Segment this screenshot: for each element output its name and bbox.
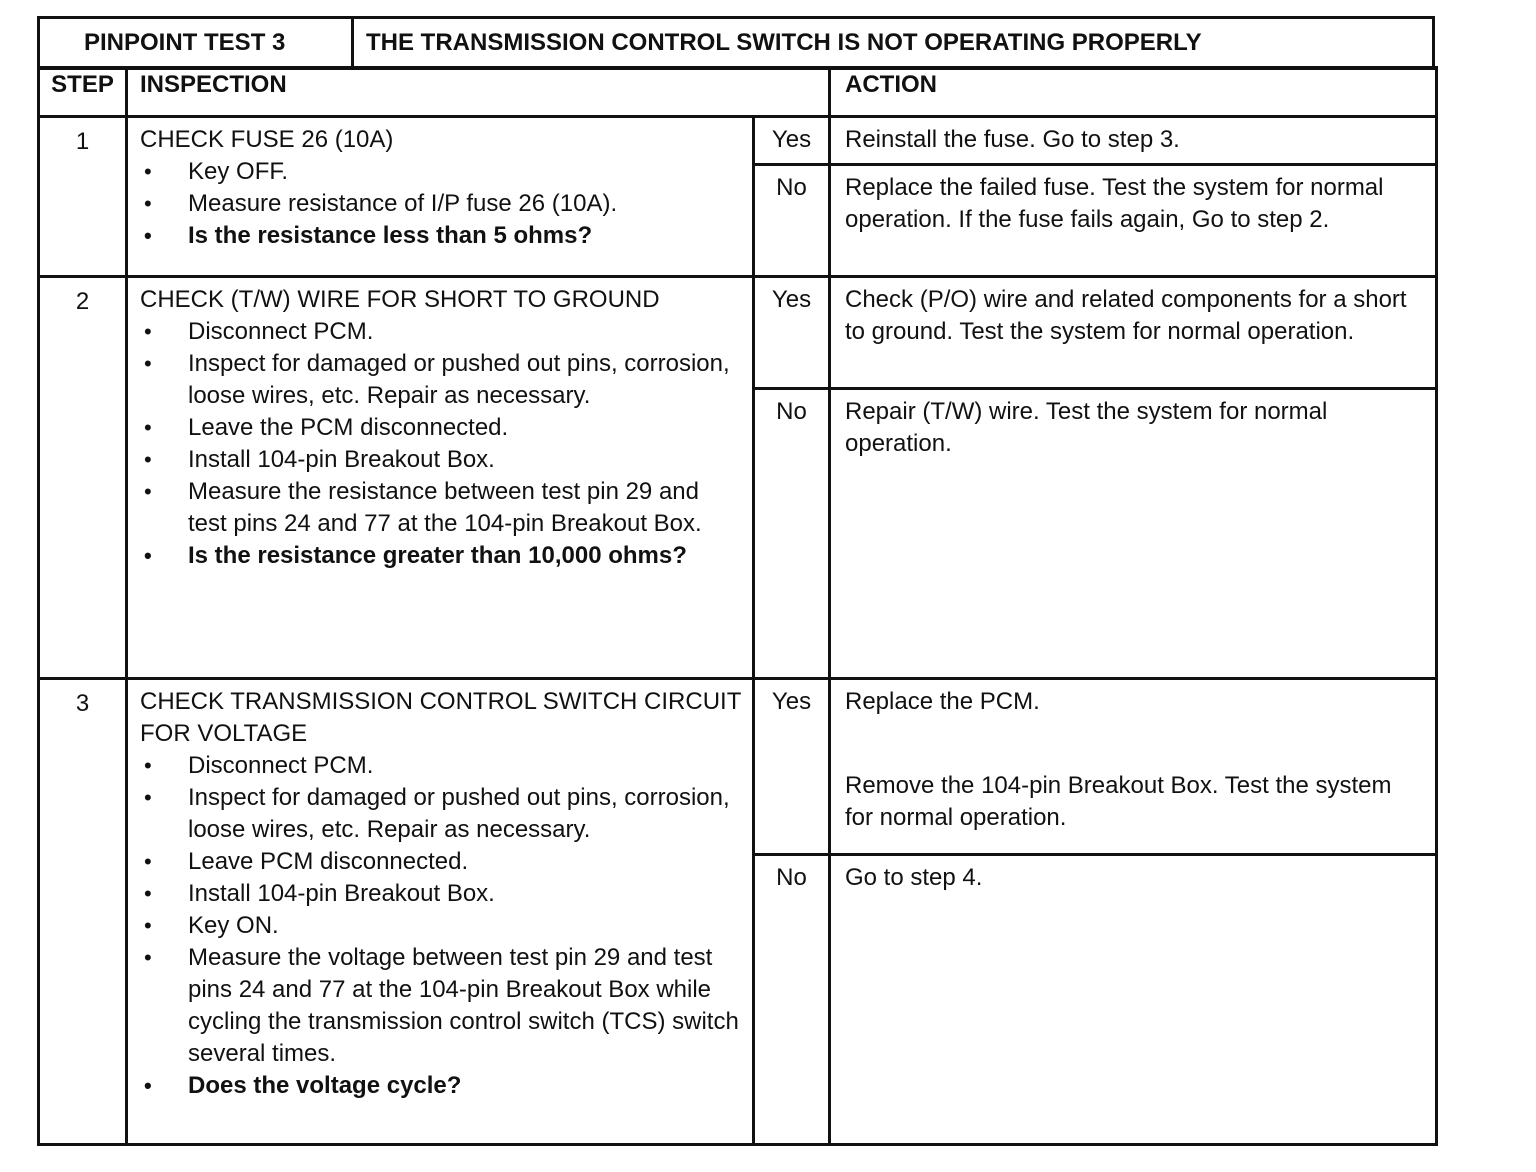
step-number: 3: [39, 679, 127, 1145]
col-header-action: ACTION: [830, 68, 1437, 117]
bullet-item: • Measure resistance of I/P fuse 26 (10A).: [140, 188, 742, 220]
yes-action-followup: Remove the 104-pin Breakout Box. Test the system for normal operation.: [845, 772, 1392, 831]
col-header-inspection: INSPECTION: [127, 68, 830, 117]
test-title: THE TRANSMISSION CONTROL SWITCH IS NOT OPERATING PROPERLY: [366, 29, 1202, 56]
step-inspection: [127, 679, 754, 1145]
step-question: • Is the resistance greater than 10,000 ohms?: [140, 540, 742, 572]
column-header-row: [39, 68, 1437, 117]
no-label: No: [754, 855, 830, 1145]
step-question: • Is the resistance less than 5 ohms?: [140, 220, 742, 252]
yes-action: Check (P/O) wire and related components for a short to ground. Test the system for normal operation.: [830, 277, 1437, 389]
step-number: 1: [39, 117, 127, 277]
step-bullets: [140, 750, 742, 1102]
spacer: [845, 718, 1425, 770]
col-header-step: STEP: [39, 68, 127, 117]
no-action: Go to step 4.: [830, 855, 1437, 1145]
step-number: 2: [39, 277, 127, 679]
yes-action: Replace the PCM.: [845, 688, 1040, 715]
step-1-yes-row: [39, 117, 1437, 165]
bullet-item: • Key OFF.: [140, 156, 742, 188]
yes-action: Reinstall the fuse. Go to step 3.: [830, 117, 1437, 165]
step-2-yes-row: [39, 277, 1437, 389]
step-inspection: [127, 277, 754, 679]
no-action: Repair (T/W) wire. Test the system for normal operation.: [830, 389, 1437, 679]
step-title: CHECK (T/W) WIRE FOR SHORT TO GROUND: [140, 286, 660, 313]
no-label: No: [754, 165, 830, 277]
bullet-item: • Leave PCM disconnected.: [140, 846, 742, 878]
pinpoint-table: [37, 66, 1438, 1146]
yes-label: Yes: [754, 117, 830, 165]
bullet-item: • Disconnect PCM.: [140, 750, 742, 782]
no-label: No: [754, 389, 830, 679]
bullet-item: • Disconnect PCM.: [140, 316, 742, 348]
bullet-item: • Measure the resistance between test pin 29 and test pins 24 and 77 at the 104-pin Breakout Box.: [140, 476, 742, 540]
bullet-item: • Leave the PCM disconnected.: [140, 412, 742, 444]
title-row: [37, 16, 1435, 70]
bullet-item: • Measure the voltage between test pin 29 and test pins 24 and 77 at the 104-pin Breakout Box while cycling the transmission control switch (TCS) switch several times.: [140, 942, 742, 1070]
step-question: • Does the voltage cycle?: [140, 1070, 742, 1102]
bullet-item: • Install 104-pin Breakout Box.: [140, 444, 742, 476]
no-action: Replace the failed fuse. Test the system for normal operation. If the fuse fails again, Go to step 2.: [830, 165, 1437, 277]
step-3-yes-row: [39, 679, 1437, 855]
yes-label: Yes: [754, 277, 830, 389]
step-title: CHECK TRANSMISSION CONTROL SWITCH CIRCUIT FOR VOLTAGE: [140, 688, 741, 747]
step-bullets: [140, 156, 742, 252]
bullet-item: • Key ON.: [140, 910, 742, 942]
bullet-item: • Inspect for damaged or pushed out pins, corrosion, loose wires, etc. Repair as necessary.: [140, 782, 742, 846]
yes-action-cell: [830, 679, 1437, 855]
test-label: PINPOINT TEST 3: [40, 19, 354, 67]
yes-label: Yes: [754, 679, 830, 855]
bullet-item: • Install 104-pin Breakout Box.: [140, 878, 742, 910]
step-bullets: [140, 316, 742, 572]
step-inspection: [127, 117, 754, 277]
step-title: CHECK FUSE 26 (10A): [140, 126, 394, 153]
bullet-item: • Inspect for damaged or pushed out pins, corrosion, loose wires, etc. Repair as necessary.: [140, 348, 742, 412]
page-top-fragment: [40, 0, 110, 6]
